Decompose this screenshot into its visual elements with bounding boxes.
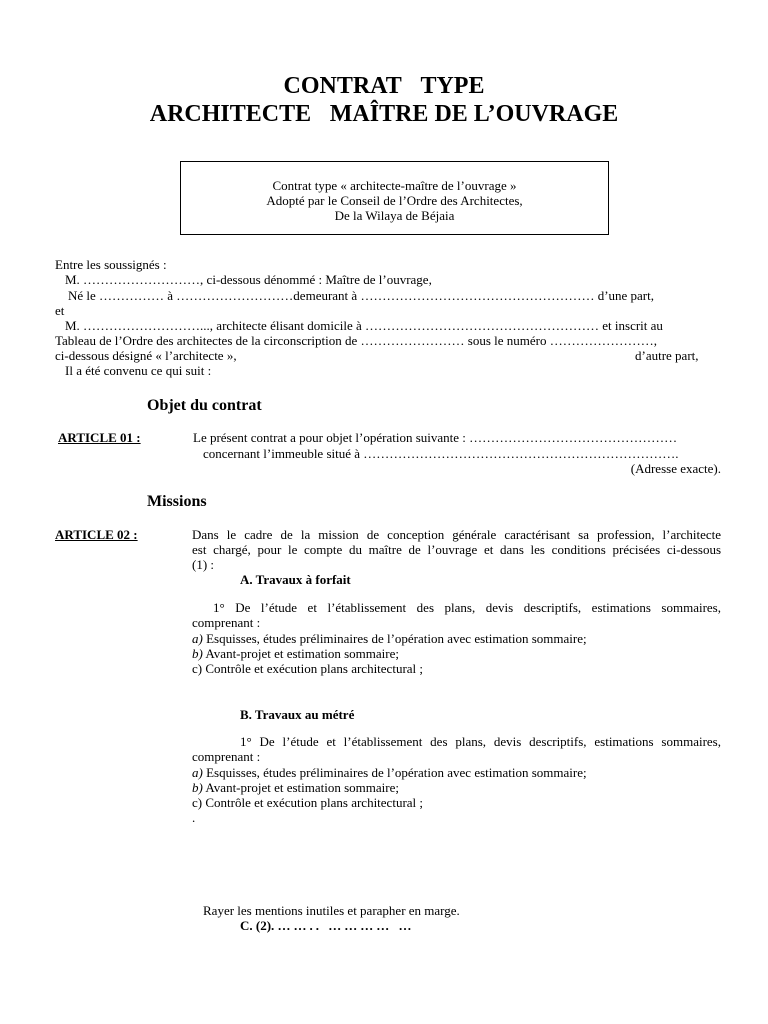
part-c-label: C. (2). [240, 918, 275, 933]
tableau-line: Tableau de l’Ordre des architectes de la circonscription de …………………… sous le numéro ……………………, [55, 333, 657, 348]
article-01-line-1: Le présent contrat a pour objet l’opération suivante : ………………………………………… [193, 430, 678, 445]
strike-note: Rayer les mentions inutiles et parapher en marge. [203, 903, 460, 918]
part-a-item-a-letter: a) [192, 631, 203, 646]
and-line: et [55, 303, 65, 318]
part-b-item-b [192, 780, 399, 795]
adoption-line-2: Adopté par le Conseil de l’Ordre des Architectes, [266, 193, 523, 208]
part-a-item-b [192, 646, 399, 661]
part-b-item-b-letter: b) [192, 780, 203, 795]
designated-line: ci-dessous désigné « l’architecte », [55, 348, 237, 363]
architect-line: M. ………………………..., architecte élisant domicile à ……………………………………………… et inscrit au [65, 318, 663, 333]
article-02-line-1: Dans le cadre de la mission de conception générale caractérisant sa profession, l’architecte [192, 527, 721, 542]
part-a-heading: A. Travaux à forfait [240, 572, 351, 587]
part-a-item-b-text: Avant-projet et estimation sommaire; [202, 646, 399, 661]
part-b-item-a [192, 765, 587, 780]
missions-heading: Missions [147, 493, 207, 510]
article-01-line-2: concernant l’immeuble situé à ………………………………………………………………. [203, 446, 679, 461]
born-line: Né le …………… à ………………………demeurant à ……………………………………………… d’une part, [68, 288, 655, 303]
part-a-item-a-text: Esquisses, études préliminaires de l’opération avec estimation sommaire; [202, 631, 587, 646]
part-b-item-c: c) Contrôle et exécution plans architectural ; [192, 795, 424, 810]
part-a-item-a [192, 631, 587, 646]
part-b-item-a-text: Esquisses, études préliminaires de l’opération avec estimation sommaire; [202, 765, 587, 780]
part-b-item-b-text: Avant-projet et estimation sommaire; [202, 780, 399, 795]
part-c-dots: …….. ………… … [277, 918, 415, 933]
parties-intro: Entre les soussignés : [55, 257, 167, 272]
adoption-box [180, 161, 609, 235]
part-b-line-1: 1° De l’étude et l’établissement des plans, devis descriptifs, estimations sommaires, [240, 734, 721, 749]
part-c-heading [240, 918, 415, 934]
part-b-heading: B. Travaux au métré [240, 707, 355, 722]
part-b-trailing-dot: . [192, 810, 196, 825]
part-b-line-2: comprenant : [192, 749, 261, 764]
article-02-line-3: (1) : [192, 557, 215, 572]
part-a-item-b-letter: b) [192, 646, 203, 661]
address-note: (Adresse exacte). [630, 461, 721, 476]
other-part-label: d’autre part, [635, 348, 699, 363]
article-02-label: ARTICLE 02 : [55, 527, 138, 542]
part-a-line-1: 1° De l’étude et l’établissement des plans, devis descriptifs, estimations sommaires, [213, 600, 721, 615]
adoption-line-1: Contrat type « architecte-maître de l’ouvrage » [272, 178, 517, 193]
part-a-item-c: c) Contrôle et exécution plans architectural ; [192, 661, 424, 676]
title-line-1: CONTRAT TYPE [290, 73, 478, 99]
agreed-line: Il a été convenu ce qui suit : [65, 363, 212, 378]
article-01-label: ARTICLE 01 : [58, 430, 141, 445]
adoption-line-3: De la Wilaya de Béjaia [334, 208, 455, 223]
title-line-2: ARCHITECTE MAÎTRE DE L’OUVRAGE [156, 101, 612, 127]
objet-heading: Objet du contrat [147, 397, 262, 414]
article-02-line-2: est chargé, pour le compte du maître de l’ouvrage et dans les conditions précisées ci-dessous [192, 542, 721, 557]
owner-line: M. ………………………, ci-dessous dénommé : Maître de l’ouvrage, [65, 272, 432, 287]
part-b-item-a-letter: a) [192, 765, 203, 780]
part-a-line-2: comprenant : [192, 615, 261, 630]
